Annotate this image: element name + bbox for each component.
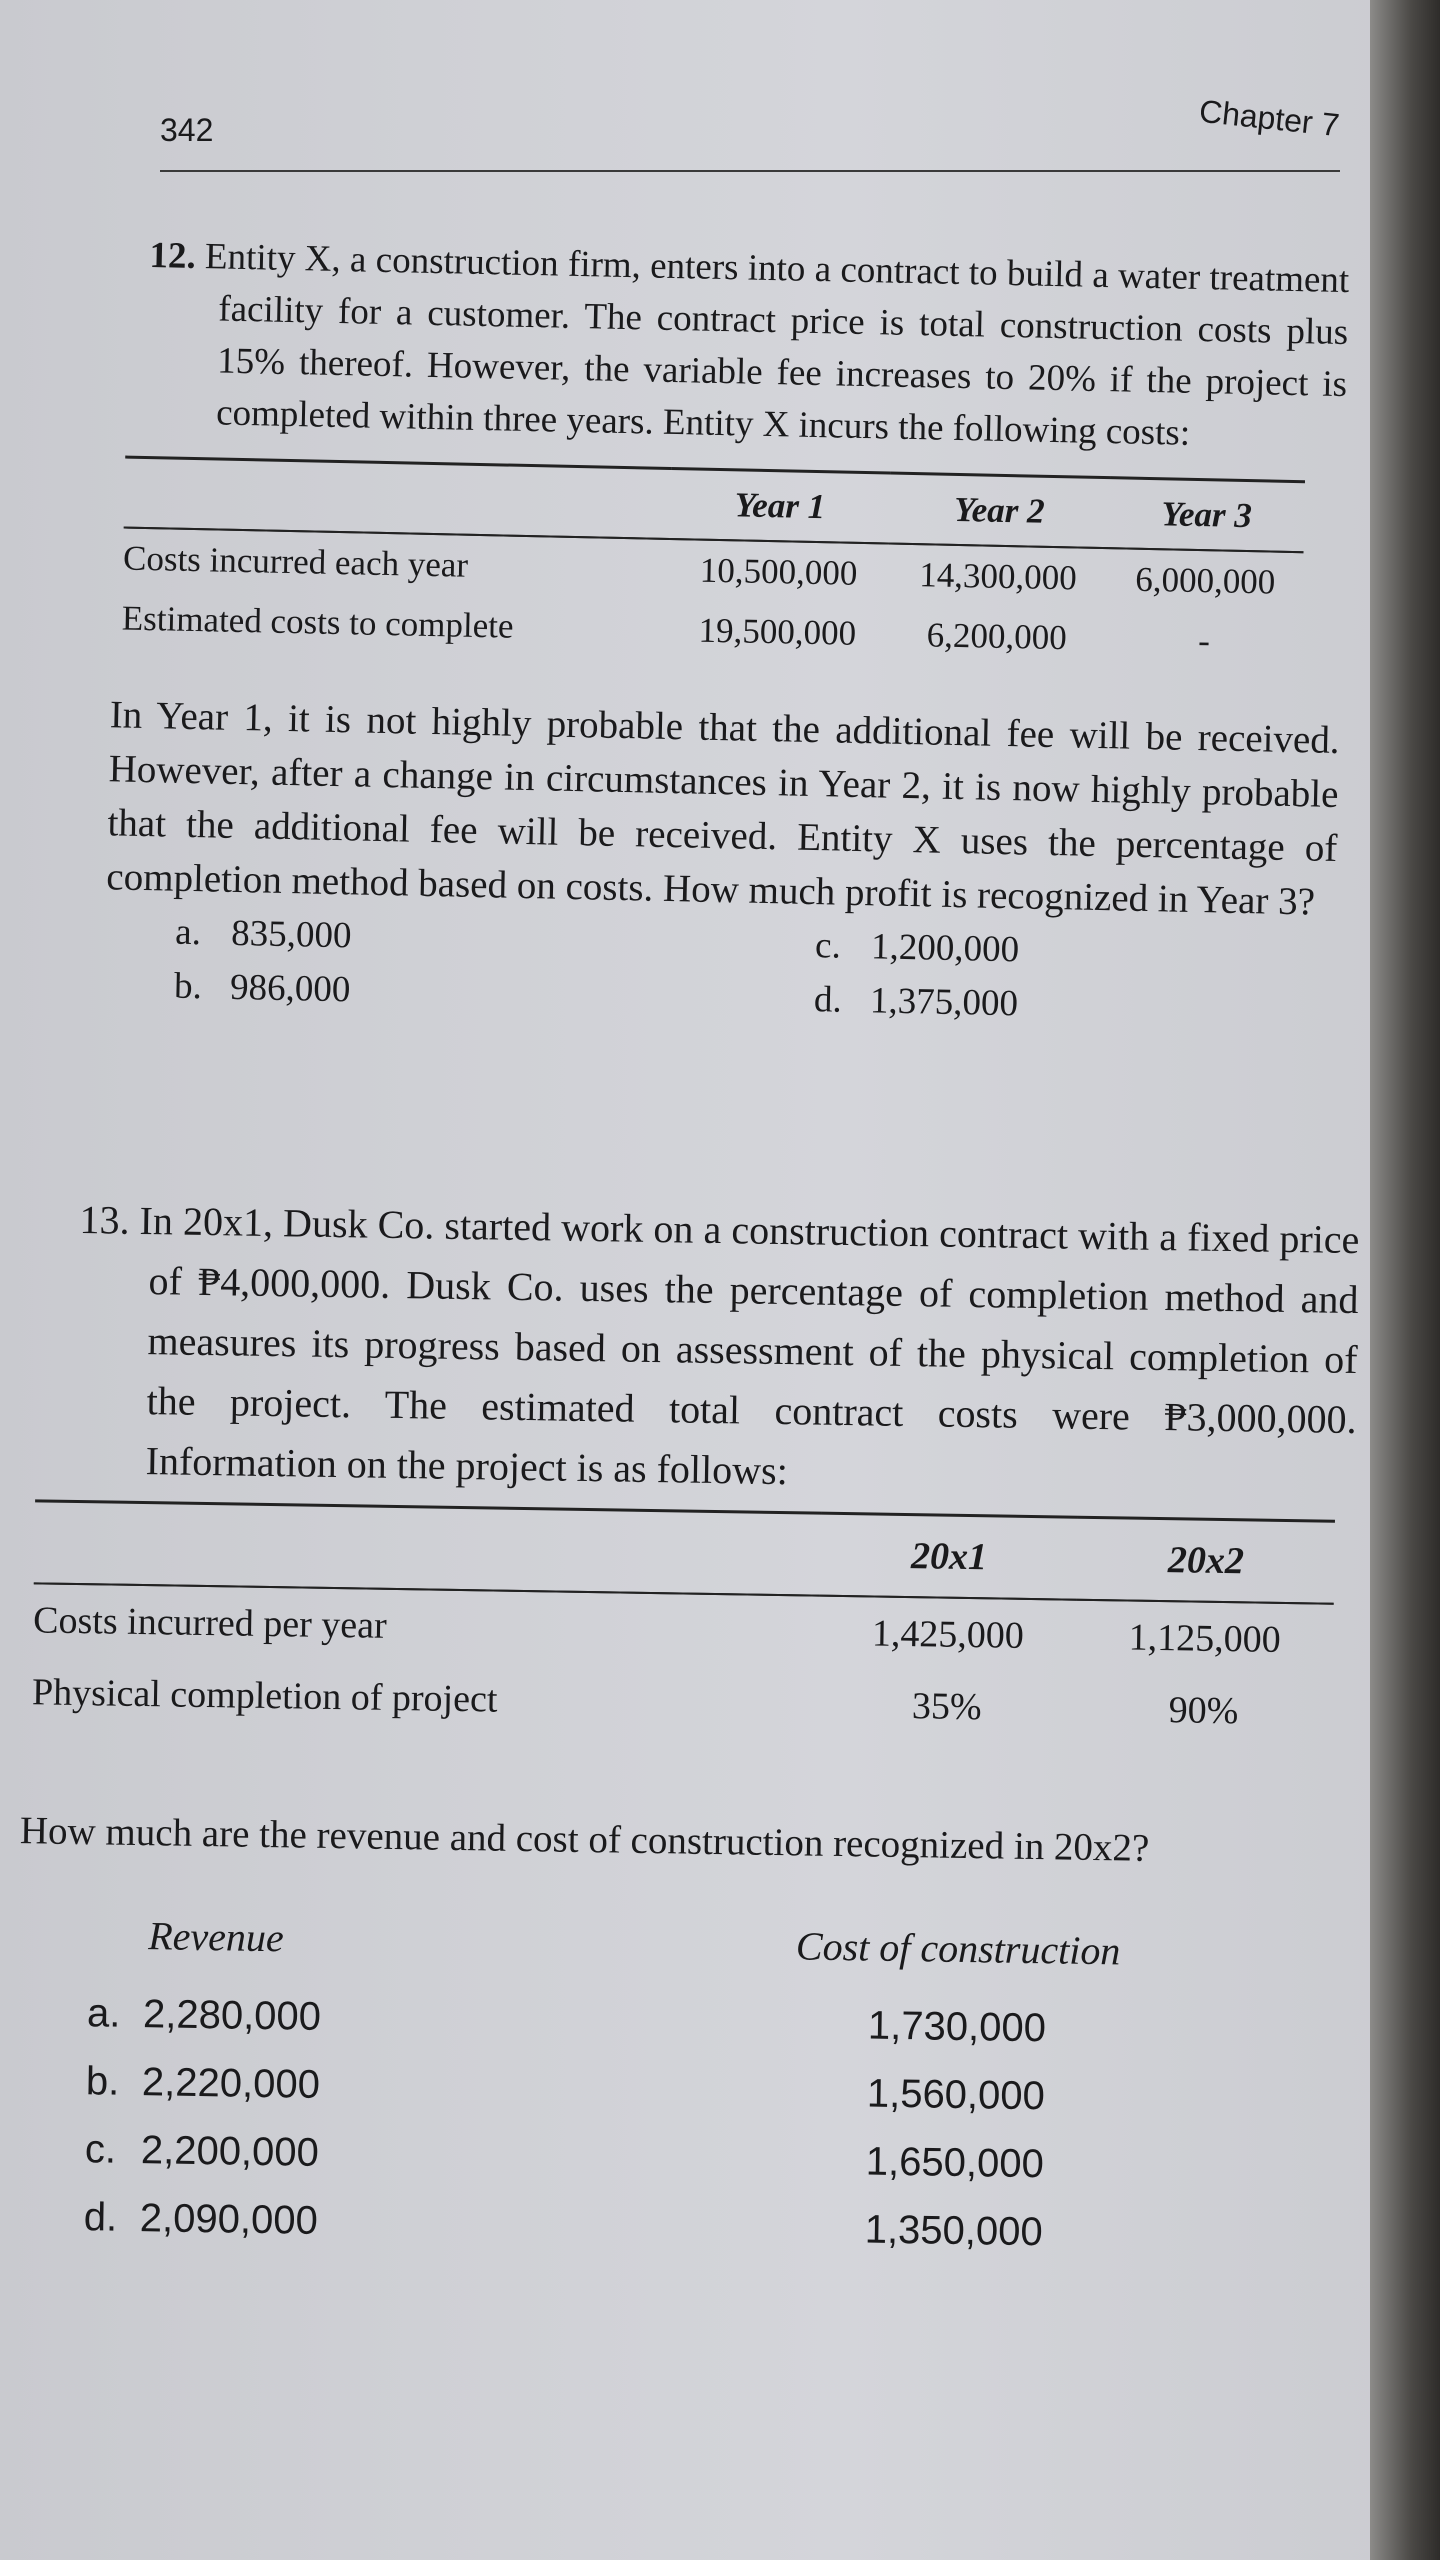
question-13 [19, 1190, 1360, 2271]
cost-value: 1,350,000 [864, 2207, 1044, 2255]
book-edge-shadow [1370, 0, 1440, 2560]
question-13-table [32, 1499, 1335, 1748]
answer-revenue [65, 2047, 746, 2126]
table-header-blank [34, 1501, 822, 1596]
cost-value: 1,730,000 [867, 2003, 1047, 2051]
cell-value: 6,000,000 [1134, 559, 1276, 602]
question-13-text: In 20x1, Dusk Co. started work on a construction contract with a fixed price of ₱4,000,000. Dusk Co. uses the percentage of completion method and measures its progress based on assessment of the physical completion of the project. The estimated total contract costs were ₱3,000,000. Information on the project is as follows: [139, 1197, 1360, 1494]
table-header-20x2: 20x2 [1077, 1517, 1335, 1604]
revenue-value: 2,090,000 [139, 2196, 319, 2243]
question-12-cost-table [121, 456, 1305, 674]
choice-value: 1,200,000 [870, 926, 1020, 971]
question-12-number: 12. [149, 234, 197, 277]
page-header [160, 92, 1342, 172]
cell-value: - [1197, 621, 1211, 661]
choice-letter: b. [173, 965, 203, 1008]
question-12-stem [146, 230, 1350, 463]
choice-value: 835,000 [230, 912, 352, 957]
chapter-label: Chapter 7 [1198, 92, 1342, 144]
choice-d [813, 973, 1334, 1038]
cell-value: 19,500,000 [698, 610, 857, 653]
cell-value: 1,125,000 [1128, 1616, 1281, 1661]
cell-value: 35% [911, 1685, 982, 1729]
table-header-year-3: Year 3 [1108, 478, 1305, 553]
choice-letter: b. [85, 2059, 120, 2104]
cell-value: 1,425,000 [871, 1612, 1025, 1657]
cost-value: 1,650,000 [865, 2139, 1045, 2187]
answer-header-revenue: Revenue [147, 1913, 285, 1961]
answer-revenue [63, 2183, 744, 2262]
table-header-20x1: 20x1 [820, 1513, 1078, 1600]
question-12 [105, 230, 1350, 1038]
question-13-answer-table [63, 1905, 1168, 2268]
table-header-year-1: Year 1 [670, 468, 891, 543]
row-label: Estimated costs to complete [121, 598, 514, 646]
answer-header-cost: Cost of construction [795, 1923, 1121, 1974]
question-13-number: 13. [79, 1196, 130, 1243]
question-13-question: How much are the revenue and cost of construction recognized in 20x2? [19, 1809, 1150, 1870]
answer-revenue [64, 2115, 745, 2194]
row-label: Physical completion of project [31, 1671, 498, 1721]
choice-letter: c. [814, 925, 842, 967]
page-number: 342 [160, 112, 214, 148]
revenue-value: 2,280,000 [142, 1992, 322, 2039]
choice-letter: d. [813, 979, 843, 1021]
cost-value: 1,560,000 [866, 2071, 1046, 2119]
choice-letter: a. [86, 1991, 121, 2036]
table-header-blank [124, 457, 671, 539]
answer-revenue [67, 1979, 748, 2058]
choice-letter: d. [83, 2195, 118, 2240]
choice-value: 986,000 [229, 966, 351, 1011]
choice-letter: a. [174, 911, 202, 954]
cell-value: 90% [1168, 1689, 1239, 1733]
table-header-year-2: Year 2 [889, 473, 1110, 548]
revenue-value: 2,200,000 [140, 2128, 320, 2175]
choice-letter: c. [84, 2127, 117, 2172]
revenue-value: 2,220,000 [141, 2060, 321, 2107]
cell-value: 10,500,000 [699, 550, 858, 593]
question-12-paragraph: In Year 1, it is not highly probable that the additional fee will be received. However, after a change in circumstances in Year 2, it is now highly probable that the additional fee will be received. Entity X uses the percentage of completion method based on costs. How much profit is recognized in Year 3? [105, 693, 1341, 924]
question-12-choices [174, 906, 1336, 1038]
cell-value: 14,300,000 [918, 555, 1078, 598]
row-label: Costs incurred per year [32, 1599, 388, 1647]
cell-value: 6,200,000 [926, 615, 1068, 658]
row-label: Costs incurred each year [122, 538, 469, 585]
choice-value: 1,375,000 [869, 980, 1019, 1025]
question-13-stem [75, 1190, 1360, 1510]
question-12-text: Entity X, a construction firm, enters into a contract to build a water treatment facility for a customer. The contract price is total construction costs plus 15% thereof. However, the variable fee increases to 20% if the project is completed within three years. Entity X incurs the following costs: [204, 236, 1350, 454]
